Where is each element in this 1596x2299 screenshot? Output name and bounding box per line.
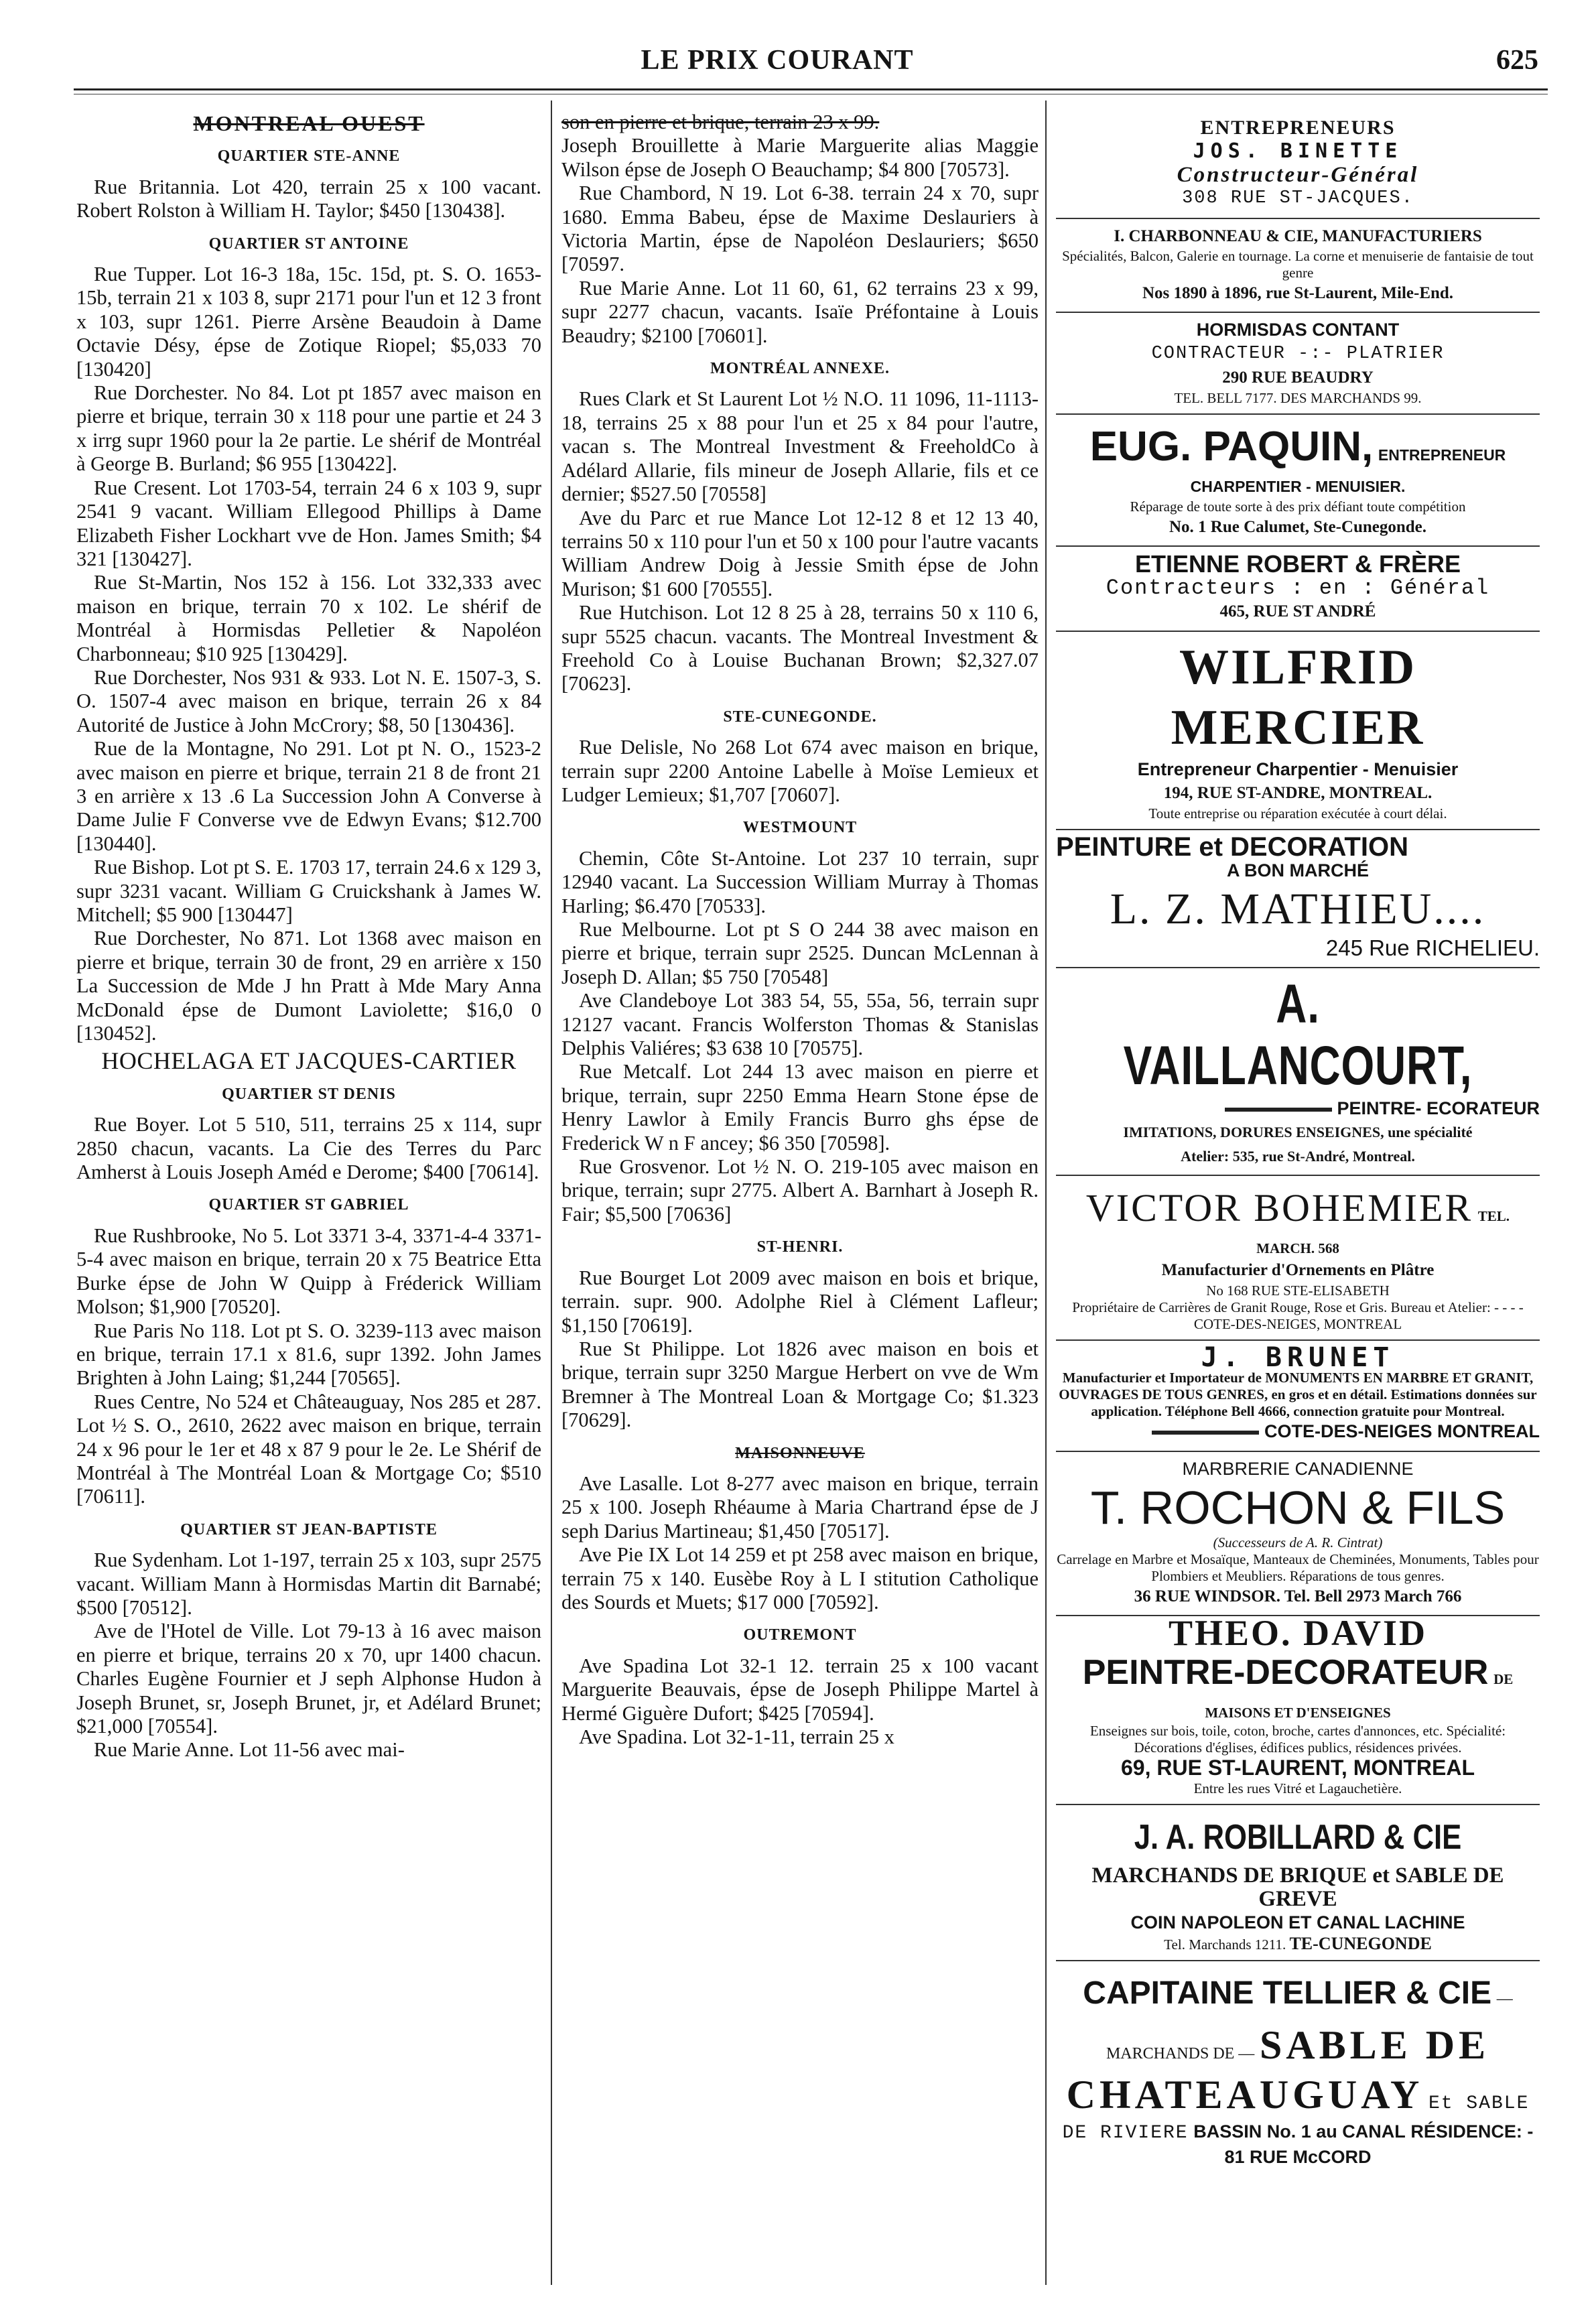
ad-trade-row [1056,1646,1540,1723]
ad-charbonneau [1056,219,1540,314]
entry: Rue Grosvenor. Lot ½ N. O. 219-105 avec maison en brique, terrain; supr 2775. Albert A. Barnhart à Joseph R. Fair; $5,500 [70636] [561,1155,1039,1226]
entry: Rue Bourget Lot 2009 avec maison en bois et brique, terrain. supr. 900. Adolphe Riel à Clément Lafleur; $1,150 [70619]. [561,1266,1039,1337]
ad-name-row [1056,420,1540,499]
ad-trade: Entrepreneur Charpentier - Menuisier [1137,759,1459,779]
entry: Rue Marie Anne. Lot 11-56 avec mai- [94,1738,405,1762]
ad-trade: Manufacturier d'Ornements en Plâtre [1161,1261,1435,1280]
ad-trade: MARCHANDS DE BRIQUE et SABLE DE GREVE [1091,1863,1504,1911]
ad-location: BASSIN No. 1 au CANAL [1193,2121,1406,2142]
ad-bohemier [1056,1176,1540,1341]
district-heading: MAISONNEUVE [735,1444,865,1462]
ad-firm-name: JOS. BINETTE [1193,139,1403,163]
district-heading: QUARTIER ST GABRIEL [208,1196,409,1214]
ad-address: 245 Rue RICHELIEU. [1325,935,1540,961]
ad-firm-name: A. VAILLANCOURT, [1123,973,1473,1096]
entry: Ave Clandeboye Lot 383 54, 55, 55a, 56, terrain supr 12127 vacant. Francis Wolferston Thomas & Stanislas Delphis Valiéres; $3 638 10 [70575]. [561,989,1039,1060]
ad-mathieu [1056,830,1540,968]
ad-binette [1056,111,1540,219]
advertisement-column [1056,111,1540,2170]
ad-firm-name: VICTOR BOHEMIER [1085,1185,1473,1230]
entry: Ave Spadina. Lot 32-1-11, terrain 25 x [579,1725,894,1748]
ad-address: COIN NAPOLEON ET CANAL LACHINE [1130,1912,1465,1933]
ad-phone: Tel. Bell 2973 March 766 [1284,1587,1462,1605]
ad-trade: ENTREPRENEUR CHARPENTIER - MENUISIER. [1190,446,1506,495]
entry: Rue Dorchester, Nos 931 & 933. Lot N. E. 1507-3, S. O. 1507-4 avec maison en brique, terrain 26 x 84 Autorité de Justice à John McCrory; $8, 50 [130436]. [76,665,541,736]
ad-details: Manufacturier et Importateur de MONUMENTS EN MARBRE ET GRANIT, OUVRAGES DE TOUS GENRES, en gros et en détail. Estimations données sur application. Téléphone Bell 4666, connection gratuite pour Montreal. [1059,1370,1537,1420]
ad-paquin [1056,415,1540,547]
ad-phones [1056,390,1540,407]
ad-trade: Constructeur-Général [1177,162,1419,187]
entry: Rues Centre, No 524 et Châteauguay, Nos 285 et 287. Lot ½ S. O., 2610, 2622 avec maison en brique, terrain 24 x 96 pour le 1er et 48 x 87 9 pour le 2e. Le Shérif de Montréal à The Montréal Loan & Mortgage Co; $510 [70611]. [76,1390,541,1508]
ad-hormisdas [1056,313,1540,414]
ad-phone-row [1056,1935,1540,1953]
ad-address: 69, RUE ST-LAURENT, MONTREAL [1120,1756,1475,1780]
entry: Rue St-Martin, Nos 152 à 156. Lot 332,333 avec maison en brique, terrain 70 x 102. Le shérif de Montréal à Hormisdas Pelletier & Napoléon Charbonneau; $10 925 [130429]. [76,571,541,665]
ad-address: 465, RUE ST ANDRÉ [1219,602,1376,621]
entry: Rue Melbourne. Lot pt S O 244 38 avec maison en pierre et brique, terrain supr 2525. Duncan McLennan à Joseph D. Allan; $5 750 [70548] [561,918,1039,988]
ad-address [1056,1585,1540,1608]
entry: Rue Chambord, N 19. Lot 6-38. terrain 24 x 70, supr 1680. Emma Babeu, épse de Maxime Deslauriers à Victoria Martin, épse de Napoléon Deslauriers; $650 [70597. [561,182,1039,276]
column-divider [551,101,552,2285]
district-heading: WESTMOUNT [742,819,858,837]
ad-trade: SABLE DE CHATEAUGUAY [1066,2022,1490,2117]
ad-firm-name: I. CHARBONNEAU & CIE, MANUFACTURIERS [1114,226,1482,245]
entry: Rue Britannia. Lot 420, terrain 25 x 100 vacant. Robert Rolston à William H. Taylor; $450 [130438]. [76,175,541,222]
ad-name-row [1056,1181,1540,1258]
ad-robillard [1056,1805,1540,1961]
ad-david [1056,1613,1540,1804]
entry: Rue de la Montagne, No 291. Lot pt N. O., 1523-2 avec maison en pierre et brique, terrain 21 8 de front 21 3 en arrière x 13 .6 La Succession John A Converse à Dame Julie F Converse vve de Edwyn Evans; $12.700 [130440]. [76,737,541,855]
ad-rochon [1056,1452,1540,1617]
ad-firm-name: CAPITAINE TELLIER & CIE [1083,1975,1492,2011]
entry: Rue Rushbrooke, No 5. Lot 3371 3-4, 3371-4-4 3371-5-4 avec maison en brique, terrain 20 x 75 Beatrice Etta Burke épse de John W Quipp à Fréderick William Molson; $1,900 [70520]. [76,1224,541,1319]
ad-phone: TEL. BELL 7177. [1174,389,1277,406]
entry: Rue Paris No 118. Lot pt S. O. 3239-113 avec maison en brique, terrain 17.1 x 81.6, supr 1392. John James Brighten à John Laing; $1,244 [70565]. [76,1319,541,1390]
section-heading: MONTREAL OUEST [193,111,425,135]
ad-address: 308 RUE ST-JACQUES. [1182,188,1414,209]
entry: Rue Sydenham. Lot 1-197, terrain 25 x 103, supr 2575 vacant. William Mann à Hormisdas Martin dit Barnabé; $500 [70512]. [76,1549,541,1619]
ad-heading: MARBRERIE CANADIENNE [1182,1458,1414,1479]
running-title: LE PRIX COURANT [641,45,914,76]
ad-phone: DES MARCHANDS 99. [1280,389,1422,406]
ad-firm-name: ETIENNE ROBERT & FRÈRE [1134,550,1461,578]
ad-etienne-robert [1056,547,1540,631]
entry: Ave Lasalle. Lot 8-277 avec maison en brique, terrain 25 x 100. Joseph Rhéaume à Maria Chartrand épse de J seph Darius Martineau; $1,450 [70517]. [561,1471,1039,1542]
ad-address: Nos 1890 à 1896, rue St-Laurent, Mile-End. [1142,284,1454,303]
district-heading: QUARTIER ST DENIS [222,1085,396,1103]
ad-firm-name: THEO. DAVID [1168,1613,1428,1654]
page-number: 625 [1496,45,1538,76]
ad-address-text: 36 RUE WINDSOR. [1134,1587,1280,1605]
ad-trade-note: DE MAISONS ET D'ENSEIGNES [1205,1670,1514,1721]
ad-address: Atelier: 535, rue St-André, Montreal. [1181,1147,1415,1165]
ad-phone: Tel. Marchands 1211. [1164,1936,1286,1953]
ad-details: Enseignes sur bois, toile, coton, broche, cartes d'annonces, etc. Spécialité: Décorations d'églises, édifices publics, résidences privées. [1089,1723,1506,1756]
ad-ornament [1225,1108,1332,1112]
entry: Rue Bishop. Lot pt S. E. 1703 17, terrain 24.6 x 129 3, supr 3231 vacant. William G Cruickshank à James W. Mitchell; $5 900 [130447] [76,856,541,926]
ad-successors: (Successeurs de A. R. Cintrat) [1213,1534,1383,1551]
ad-trade: Contracteurs : en : Général [1106,575,1490,600]
ad-address: No 168 RUE STE-ELISABETH [1206,1282,1390,1299]
district-heading: MONTRÉAL ANNEXE. [710,360,890,378]
ad-subheading: A BON MARCHÉ [1227,860,1369,880]
ad-firm-name: L. Z. MATHIEU.... [1110,884,1486,934]
entry: Rue Marie Anne. Lot 11 60, 61, 62 terrains 23 x 99, supr 2277 chacun, vacants. Isaïe Préfontaine à Louis Beaudry; $2100 [70601]. [561,276,1039,347]
ad-firm-name: EUG. PAQUIN, [1089,423,1374,470]
entry: Rue Hutchison. Lot 12 8 25 à 28, terrains 50 x 110 6, supr 5525 chacun. vacants. The Montreal Investment & Freehold Co à Louise Buchanan Brown; $2,327.07 [70623]. [561,601,1039,696]
ad-ornament [1152,1431,1259,1435]
entry: Ave Pie IX Lot 14 259 et pt 258 avec maison en brique, terrain 75 x 140. Eusèbe Roy à L I stitution Catholique des Sourds et Muets; $17 000 [70592]. [561,1543,1039,1614]
column-2 [561,111,1039,1749]
entry: Chemin, Côte St-Antoine. Lot 237 10 terrain, supr 12940 vacant. La Succession William Murray à Thomas Harling; $6.470 [70533]. [561,846,1039,917]
district-heading: QUARTIER ST ANTOINE [208,235,409,253]
entry: Ave du Parc et rue Mance Lot 12-12 8 et 12 13 40, terrains 50 x 110 pour l'un et 50 x 100 pour l'autre vacants William Andrew Doig à Jessie Smith épse de John Murison; $1 600 [70555]. [561,506,1039,600]
ad-details: Spécialités, Balcon, Galerie en tournage. La corne et menuiserie de fantaisie de tout genre [1062,248,1534,281]
entry: Rue Metcalf. Lot 244 13 avec maison en pierre et brique, terrain, supr 2250 Emma Hearn Stone épse de Henry Lawlor à Emily Francis Burro ghs épse de Frederick W n F ancey; $6 350 [70598]. [561,1060,1039,1155]
ad-tellier [1056,1961,1540,2170]
entry: Ave Spadina Lot 32-1 12. terrain 25 x 100 vacant Marguerite Beauvais, épse de Joseph Philippe Martel à Hermé Giguère Dufort; $425 [70594]. [561,1654,1039,1725]
ad-vaillancourt [1056,968,1540,1176]
ad-trade: CONTRACTEUR -:- PLATRIER [1151,343,1445,364]
ad-details: Propriétaire de Carrières de Granit Rouge, Rose et Gris. Bureau et Atelier: - - - - COTE-DES-NEIGES, MONTREAL [1072,1299,1524,1332]
district-heading: STE-CUNEGONDE. [723,708,877,726]
ad-brunet [1056,1341,1540,1452]
entry: Rue Tupper. Lot 16-3 18a, 15c. 15d, pt. S. O. 1653-15b, terrain 21 x 103 8, supr 2171 pour l'un et 12 3 front x 103, supr 1261. Pierre Arsène Beaudoin à Dame Octavie Désy, épse de Zotique Riopel; $5,033 70 [130420] [76,263,541,381]
ad-subheading: — MARCHANDS DE — [1106,1989,1513,2062]
ad-address: 290 RUE BEAUDRY [1222,369,1374,387]
ad-trade: PEINTRE-DECORATEUR [1082,1652,1489,1692]
ad-location: Entre les rues Vitré et Lagauchetière. [1193,1780,1402,1796]
ad-mercier [1056,632,1540,830]
ad-details: Toute entreprise ou réparation exécutée à court délai. [1148,805,1447,822]
ad-firm-name: WILFRID MERCIER [1171,639,1425,755]
ad-details: IMITATIONS, DORURES ENSEIGNES, une spécialité [1123,1124,1473,1141]
entry-continued: son en pierre et brique, terrain 23 x 99. [561,111,880,133]
ad-address: RÉSIDENCE: - 81 RUE McCORD [1224,2121,1534,2168]
ad-heading: ENTREPRENEURS [1200,117,1396,139]
ad-trade-text: PEINTRE- ECORATEUR [1337,1098,1540,1118]
entry: Rue Delisle, No 268 Lot 674 avec maison en brique, terrain supr 2200 Antoine Labelle à Moïse Lemieux et Ludger Lemieux; $1,707 [70607]. [561,736,1039,806]
ad-firm-name: J. BRUNET [1201,1341,1395,1373]
column-divider [1045,101,1047,2285]
section-heading: HOCHELAGA ET JACQUES-CARTIER [101,1047,517,1075]
ad-address: No. 1 Rue Calumet, Ste-Cunegonde. [1169,518,1427,537]
ad-address-text: COTE-DES-NEIGES MONTREAL [1264,1421,1540,1442]
entry: Rue Boyer. Lot 5 510, 511, terrains 25 x 114, supr 2850 chacun, vacants. La Cie des Terres du Parc Amherst à Louis Joseph Améd e Derome; $400 [70614]. [76,1113,541,1184]
entry: Ave de l'Hotel de Ville. Lot 79-13 à 16 avec maison en pierre et brique, terrains 20 x 70, upr 1400 chacun. Charles Eugène Fournier et J seph Alphonse Hudon à Joseph Brunet, sr, Joseph Brunet, jr, et Adélard Brunet; $21,000 [70554]. [76,1620,541,1737]
ad-firm-name: J. A. ROBILLARD & CIE [1134,1817,1462,1857]
ad-details: Réparage de toute sorte à des prix défiant toute compétition [1130,499,1466,515]
ad-firm-name: T. ROCHON & FILS [1090,1481,1506,1534]
district-heading: QUARTIER ST JEAN-BAPTISTE [180,1520,438,1538]
district-heading: QUARTIER STE-ANNE [217,147,401,166]
entry: Rue Dorchester. No 84. Lot pt 1857 avec maison en pierre et brique, terrain 30 x 118 pour une partie et 24 3 x irrg supr 1960 pour la 2e partie. Le shérif de Montréal à George B. Burland; $6 955 [130422]. [76,381,541,476]
entry: Rues Clark et St Laurent Lot ½ N.O. 11 1096, 11-1113-18, terrains 25 x 88 pour l'un et 25 x 84 pour l'autre, vacan s. The Montreal Investment & FreeholdCo à Adélard Allarie, fils mineur de Joseph Allarie, fils et ce dernier; $527.50 [70558] [561,387,1039,506]
ad-address: 194, RUE ST-ANDRE, MONTREAL. [1163,784,1433,803]
district-heading: ST-HENRI. [756,1238,844,1256]
district-heading: OUTREMONT [743,1626,857,1644]
ad-details: Carrelage en Marbre et Mosaïque, Manteaux de Cheminées, Monuments, Tables pour Plombiers et Meubliers. Réparations de tous genres. [1057,1551,1539,1584]
ad-firm-name: HORMISDAS CONTANT [1196,320,1400,340]
ad-heading: PEINTURE et DECORATION [1056,832,1408,862]
entry: Rue Dorchester, No 871. Lot 1368 avec maison en pierre et brique, terrain 30 de front, 29 en arrière x 150 La Succession de Mde J hn Pratt à Mde Mary Anna McDonald épse de Dumont Laviolette; $16,0 0 [130452]. [76,927,541,1045]
entry: Rue St Philippe. Lot 1826 avec maison en bois et brique, terrain supr 3250 Margue Herbert on vve de Wm Bremner à The Montreal Loan & Mortgage Co; $1.323 [70629]. [561,1337,1039,1432]
header-rule [74,88,1548,90]
column-1 [76,111,541,1762]
ad-trade [1056,1097,1540,1120]
ad-location: TE-CUNEGONDE [1289,1933,1432,1953]
ad-address [1056,1420,1540,1443]
entry: Rue Cresent. Lot 1703-54, terrain 24 6 x 103 9, supr 2541 9 vacant. William Ellegood Phillips à Dame Elizabeth Fisher Lockhart vve de Hon. James Smith; $4 321 [130427]. [76,476,541,570]
entry: Joseph Brouillette à Marie Marguerite alias Maggie Wilson épse de Joseph O Beauchamp; $4 800 [70573]. [561,134,1039,181]
ad-phone: TEL. MARCH. 568 [1256,1207,1510,1256]
ad-trade-note: Et SABLE DE RIVIERE [1062,2093,1530,2144]
